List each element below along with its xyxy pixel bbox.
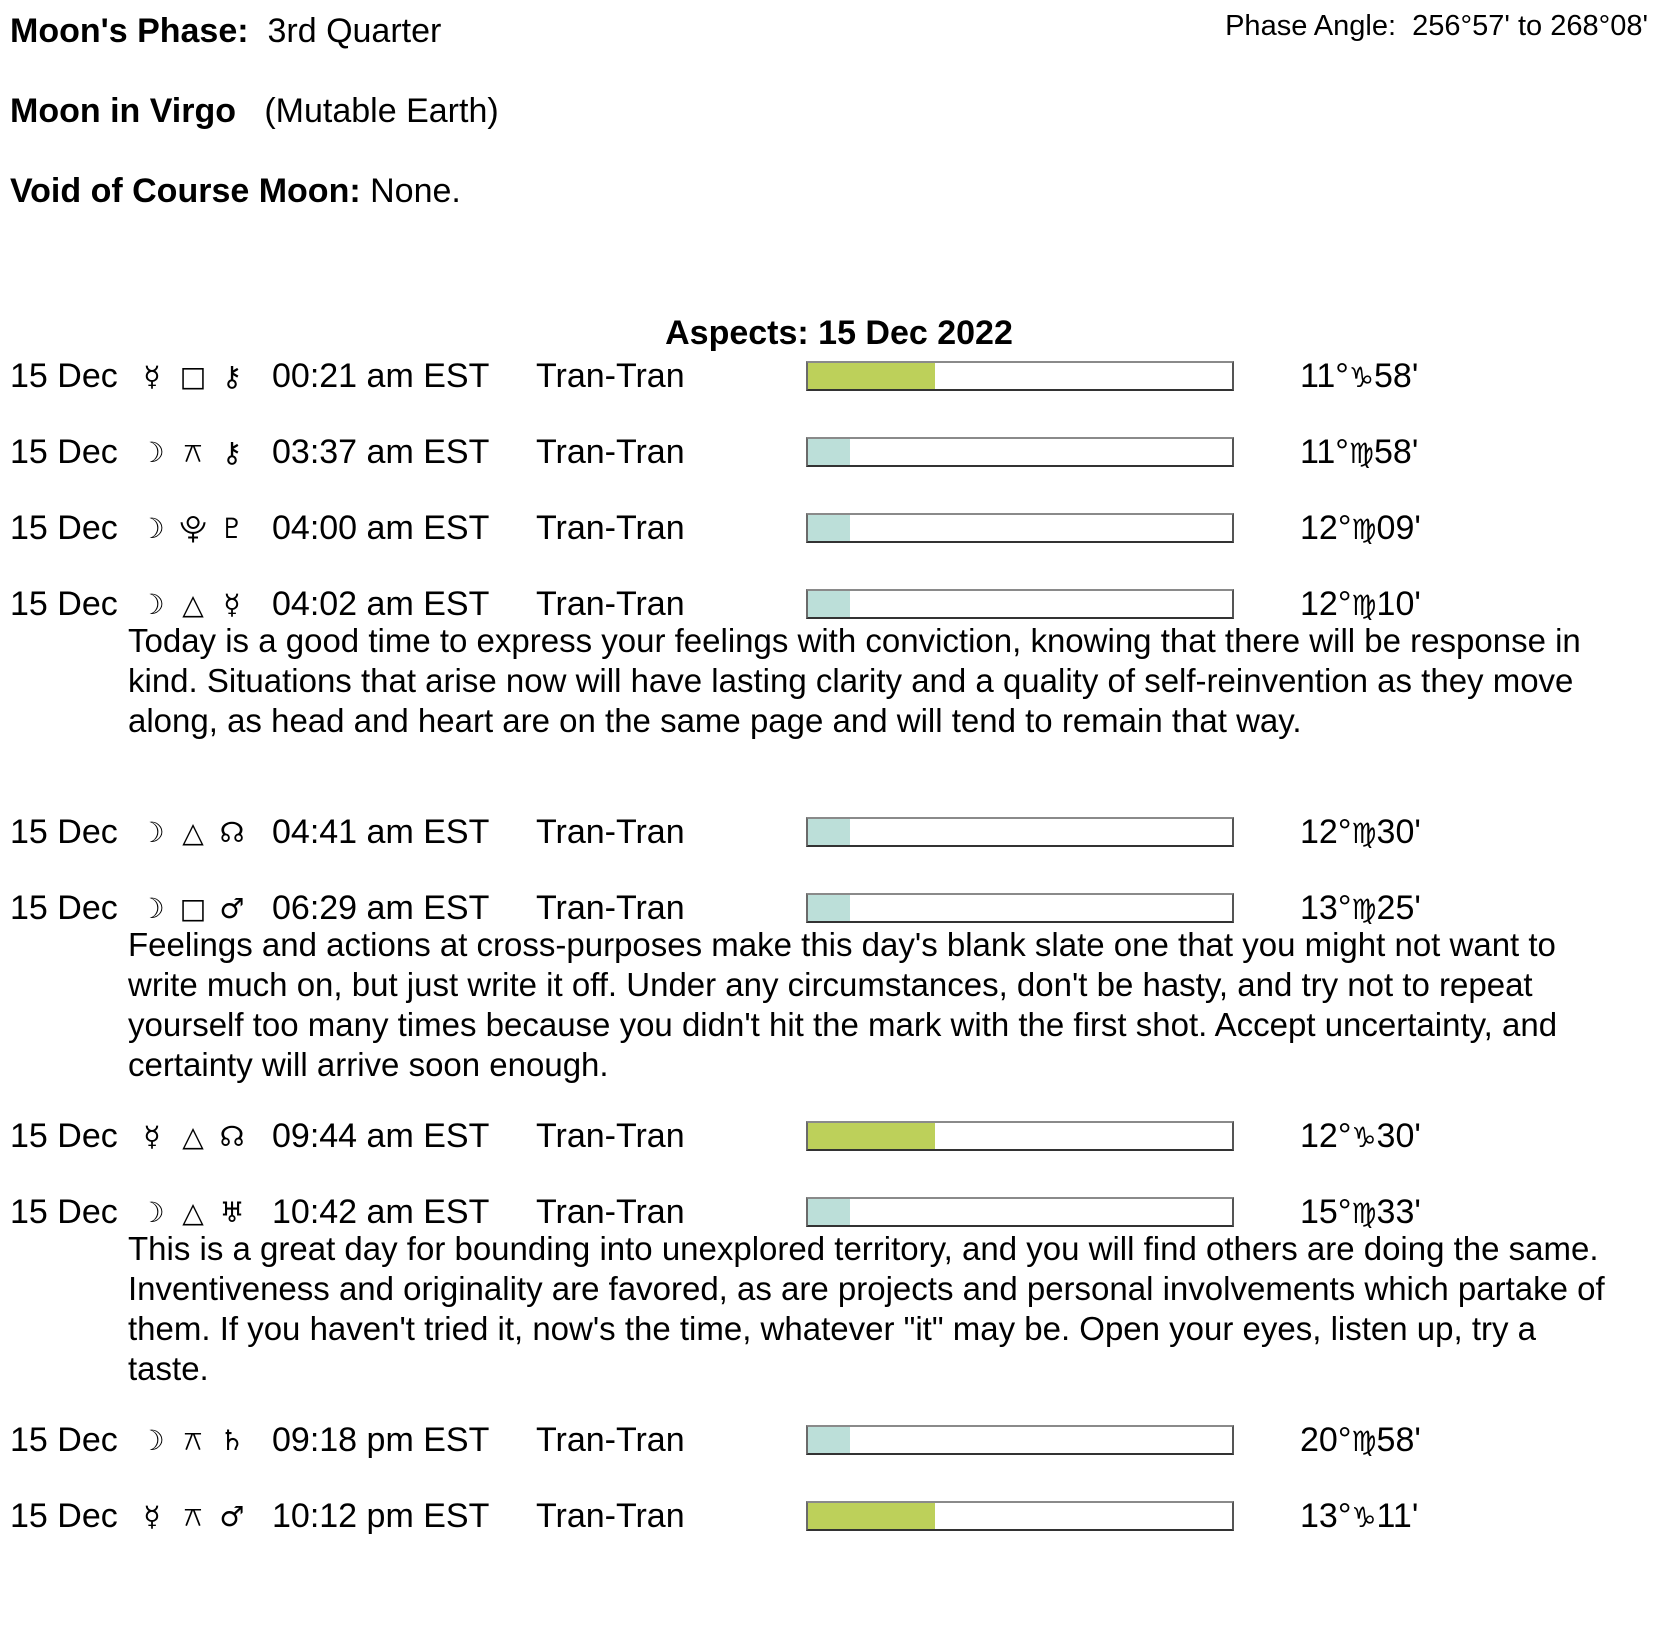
- aspect-time: 06:29 am EST: [272, 889, 490, 927]
- position-degree: 11°: [1300, 357, 1349, 395]
- aspect-position: [1300, 1497, 1418, 1536]
- position-degree: 13°: [1300, 889, 1352, 927]
- moon-sign-label: Moon in Virgo: [10, 92, 237, 130]
- zodiac-sign-icon: ♍: [1351, 513, 1377, 546]
- aspects-title-text: Aspects: 15 Dec 2022: [665, 314, 1013, 352]
- saturn-icon: ♄: [219, 1424, 245, 1457]
- quincunx-icon: ⚻: [183, 1500, 203, 1533]
- quincunx-icon: ⚻: [183, 1424, 203, 1457]
- position-degree: 12°: [1300, 585, 1352, 623]
- zodiac-sign-icon: ♍: [1351, 893, 1377, 926]
- moon-sign-value: (Mutable Earth): [264, 92, 499, 130]
- strength-bar: [806, 513, 1234, 543]
- aspect-type: Tran-Tran: [536, 1497, 685, 1535]
- mars-icon: ♂: [219, 892, 245, 925]
- phase-angle-label: Phase Angle:: [1225, 10, 1397, 42]
- aspect-date: 15 Dec: [10, 1421, 118, 1459]
- strength-bar: [806, 1425, 1234, 1455]
- aspect-type: Tran-Tran: [536, 585, 685, 623]
- moon-phase: [10, 12, 441, 51]
- moon-icon: ☽: [139, 1196, 165, 1229]
- moon-phase-value: 3rd Quarter: [267, 12, 442, 50]
- moon-icon: ☽: [139, 588, 165, 621]
- aspect-date: 15 Dec: [10, 1193, 118, 1231]
- chiron-icon: ⚷: [221, 436, 243, 469]
- position-minute: 25': [1376, 889, 1421, 927]
- chiron-icon: ⚷: [221, 360, 243, 393]
- aspect-position: [1300, 1117, 1421, 1156]
- square-icon: □: [179, 892, 207, 925]
- aspect-date: 15 Dec: [10, 1117, 118, 1155]
- position-degree: 11°: [1300, 433, 1349, 471]
- aspect-time: 10:42 am EST: [272, 1193, 490, 1231]
- strength-bar-fill: [808, 1123, 935, 1149]
- moon-icon: ☽: [139, 436, 165, 469]
- trine-icon: △: [182, 1120, 204, 1153]
- aspect-description: Feelings and actions at cross-purposes make this day's blank slate one that you might not want to write much on, but just write it off. Under any circumstances, don't be hasty, and try not to repeat yourself too many times because you didn't hit the mark with the first shot. Accept uncertainty, and certainty will arrive soon enough.: [128, 926, 1558, 1083]
- mercury-icon: ☿: [143, 360, 161, 393]
- aspect-date: 15 Dec: [10, 509, 118, 547]
- mars-icon: ♂: [219, 1500, 245, 1533]
- aspect-type: Tran-Tran: [536, 357, 685, 395]
- mercury-icon: ☿: [143, 1500, 161, 1533]
- aspect-type: Tran-Tran: [536, 1421, 685, 1459]
- strength-bar-fill: [808, 363, 935, 389]
- aspect-type: Tran-Tran: [536, 889, 685, 927]
- strength-bar: [806, 893, 1234, 923]
- aspect-date: 15 Dec: [10, 1497, 118, 1535]
- aspect-date: 15 Dec: [10, 889, 118, 927]
- aspect-time: 03:37 am EST: [272, 433, 490, 471]
- aspect-time: 00:21 am EST: [272, 357, 490, 395]
- aspect-date: 15 Dec: [10, 433, 118, 471]
- north-node-icon: ☊: [219, 816, 245, 849]
- aspect-date: 15 Dec: [10, 813, 118, 851]
- position-degree: 20°: [1300, 1421, 1352, 1459]
- aspect-time: 09:18 pm EST: [272, 1421, 490, 1459]
- aspect-time: 04:00 am EST: [272, 509, 490, 547]
- aspect-type: Tran-Tran: [536, 509, 685, 547]
- strength-bar-fill: [808, 895, 850, 921]
- position-degree: 12°: [1300, 509, 1352, 547]
- position-minute: 33': [1376, 1193, 1421, 1231]
- mercury-icon: ☿: [223, 588, 241, 621]
- mercury-icon: ☿: [143, 1120, 161, 1153]
- aspect-position: [1300, 433, 1418, 472]
- void-of-course: [10, 172, 461, 211]
- strength-bar-fill: [808, 819, 850, 845]
- aspect-date: 15 Dec: [10, 585, 118, 623]
- moon-icon: ☽: [139, 512, 165, 545]
- position-minute: 09': [1376, 509, 1421, 547]
- aspect-time: 04:41 am EST: [272, 813, 490, 851]
- aspect-date: 15 Dec: [10, 357, 118, 395]
- strength-bar: [806, 1121, 1234, 1151]
- aspect-time: 04:02 am EST: [272, 585, 490, 623]
- aspect-description: This is a great day for bounding into unexplored territory, and you will find others are doing the same. Inventiveness and originality are favored, as are projects and personal involvements which partake of them. If you haven't tried it, now's the time, whatever "it" may be. Open your eyes, listen up, try a taste.: [128, 1230, 1605, 1387]
- zodiac-sign-icon: ♑: [1348, 361, 1375, 394]
- zodiac-sign-icon: ♍: [1351, 1425, 1377, 1458]
- zodiac-sign-icon: ♑: [1351, 1501, 1377, 1534]
- aspect-position: [1300, 1421, 1421, 1460]
- zodiac-sign-icon: ♍: [1351, 589, 1377, 622]
- aspect-type: Tran-Tran: [536, 433, 685, 471]
- zodiac-sign-icon: ♍: [1351, 817, 1377, 850]
- strength-bar-fill: [808, 515, 850, 541]
- quincunx-icon: ⚻: [183, 436, 203, 469]
- aspect-type: Tran-Tran: [536, 813, 685, 851]
- aspect-time: 10:12 pm EST: [272, 1497, 490, 1535]
- position-degree: 12°: [1300, 813, 1352, 851]
- moon-icon: ☽: [139, 1424, 165, 1457]
- trine-icon: △: [182, 588, 204, 621]
- uranus-icon: ♅: [219, 1196, 245, 1229]
- zodiac-sign-icon: ♑: [1351, 1121, 1377, 1154]
- position-minute: 30': [1376, 1117, 1421, 1155]
- position-minute: 58': [1374, 357, 1419, 395]
- trine-icon: △: [182, 816, 204, 849]
- phase-angle: [1225, 10, 1648, 43]
- trine-icon: △: [182, 1196, 204, 1229]
- aspect-position: [1300, 1193, 1421, 1232]
- position-minute: 58': [1374, 433, 1419, 471]
- strength-bar-fill: [808, 1427, 850, 1453]
- aspect-type: Tran-Tran: [536, 1117, 685, 1155]
- aspect-type: Tran-Tran: [536, 1193, 685, 1231]
- strength-bar-fill: [808, 1199, 850, 1225]
- void-of-course-value: None.: [370, 172, 461, 210]
- zodiac-sign-icon: ♍: [1351, 1197, 1377, 1230]
- position-minute: 58': [1376, 1421, 1421, 1459]
- phase-angle-value: 256°57' to 268°08': [1412, 10, 1648, 42]
- strength-bar: [806, 437, 1234, 467]
- position-minute: 11': [1376, 1497, 1419, 1535]
- aspect-time: 09:44 am EST: [272, 1117, 490, 1155]
- moon-icon: ☽: [139, 816, 165, 849]
- aspect-position: [1300, 585, 1421, 624]
- aspect-position: [1300, 889, 1421, 928]
- strength-bar-fill: [808, 1503, 935, 1529]
- aspects-title: [0, 314, 1658, 353]
- zodiac-sign-icon: ♍: [1348, 437, 1375, 470]
- strength-bar: [806, 589, 1234, 619]
- aspect-position: [1300, 357, 1418, 396]
- strength-bar-fill: [808, 591, 850, 617]
- strength-bar: [806, 1501, 1234, 1531]
- aspect-description: Today is a good time to express your feelings with conviction, knowing that there will be response in kind. Situations that arise now will have lasting clarity and a quality of self-reinvention as they move along, as head and heart are on the same page and will tend to remain that way.: [128, 622, 1581, 739]
- square-icon: □: [179, 360, 207, 393]
- moon-phase-label: Moon's Phase:: [10, 12, 249, 50]
- quintile-icon: ⯓: [179, 512, 207, 545]
- position-degree: 13°: [1300, 1497, 1352, 1535]
- position-minute: 30': [1376, 813, 1421, 851]
- position-degree: 15°: [1300, 1193, 1352, 1231]
- pluto-icon: ♇: [219, 512, 245, 545]
- moon-sign: [10, 92, 499, 131]
- strength-bar: [806, 817, 1234, 847]
- aspect-position: [1300, 813, 1421, 852]
- position-minute: 10': [1376, 585, 1421, 623]
- moon-icon: ☽: [139, 892, 165, 925]
- void-of-course-label: Void of Course Moon:: [10, 172, 361, 210]
- strength-bar-fill: [808, 439, 850, 465]
- aspect-position: [1300, 509, 1421, 548]
- strength-bar: [806, 361, 1234, 391]
- strength-bar: [806, 1197, 1234, 1227]
- position-degree: 12°: [1300, 1117, 1352, 1155]
- north-node-icon: ☊: [219, 1120, 245, 1153]
